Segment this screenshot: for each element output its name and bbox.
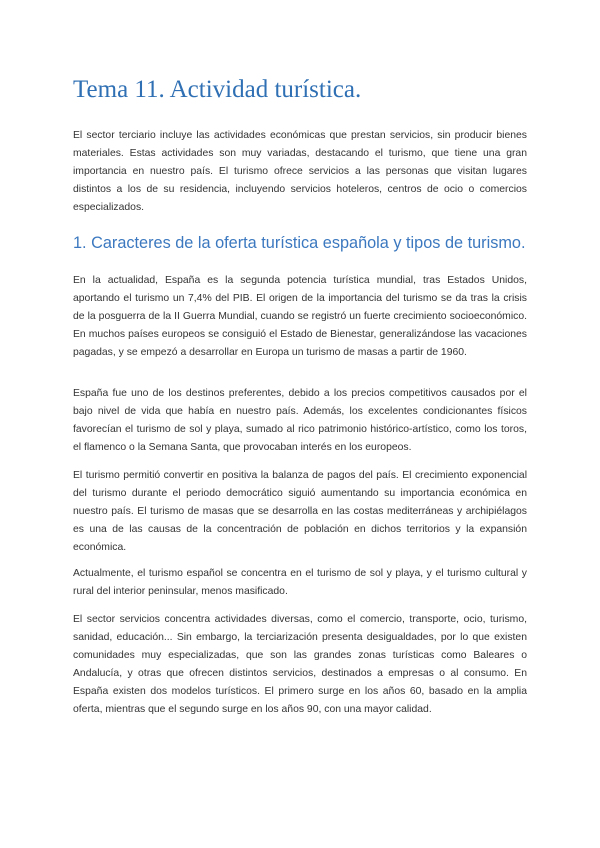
paragraph-2: España fue uno de los destinos preferentes, debido a los precios competitivos causados por el bajo nivel de vida que había en nuestro país. Además, los excelentes condicionantes físicos favorecían el turismo de sol y playa, sumado al rico patrimonio histórico-artístico, como los toros, el flamenco o la Semana Santa, que provocaban interés en los europeos. <box>73 388 527 453</box>
paragraph-3: El turismo permitió convertir en positiva la balanza de pagos del país. El crecimiento exponencial del turismo durante el periodo democrático siguió aumentando su importancia económica en nuestro país. El turismo de masas que se desarrolla en las costas mediterráneas y archipiélagos es una de las causas de la concentración de población en dichos territorios y la expansión económica. <box>73 470 527 553</box>
page-title: Tema 11. Actividad turística. <box>73 76 362 103</box>
paragraph-4: Actualmente, el turismo español se concentra en el turismo de sol y playa, y el turismo cultural y rural del interior peninsular, menos masificado. <box>73 568 527 597</box>
paragraph-5: El sector servicios concentra actividades diversas, como el comercio, transporte, ocio, turismo, sanidad, educación... Sin embargo, la terciarización presenta desigualdades, por lo que existen comunidades muy especializadas, que son las grandes zonas turísticas como Baleares o Andalucía, y otras que ofrecen distintos servicios, destinados a empresas o al consumo. En España existen dos modelos turísticos. El primero surge en los años 60, basado en la amplia oferta, mientras que el segundo surge en los años 90, con una mayor calidad. <box>73 614 527 715</box>
section-heading: 1. Caracteres de la oferta turística española y tipos de turismo. <box>73 234 526 252</box>
intro-paragraph: El sector terciario incluye las actividades económicas que prestan servicios, sin producir bienes materiales. Estas actividades son muy variadas, destacando el turismo, que tiene una gran importancia en nuestro país. El turismo ofrece servicios a las personas que visitan lugares distintos a los de su residencia, incluyendo servicios hoteleros, centros de ocio o comercios especializados. <box>73 130 527 213</box>
paragraph-1: En la actualidad, España es la segunda potencia turística mundial, tras Estados Unidos, aportando el turismo un 7,4% del PIB. El origen de la importancia del turismo se da tras la crisis de la posguerra de la II Guerra Mundial, cuando se registró un fuerte crecimiento socioeconómico. En muchos países europeos se consiguió el Estado de Bienestar, generalizándose las vacaciones pagadas, y se empezó a desarrollar en Europa un turismo de masas a partir de 1960. <box>73 275 527 358</box>
